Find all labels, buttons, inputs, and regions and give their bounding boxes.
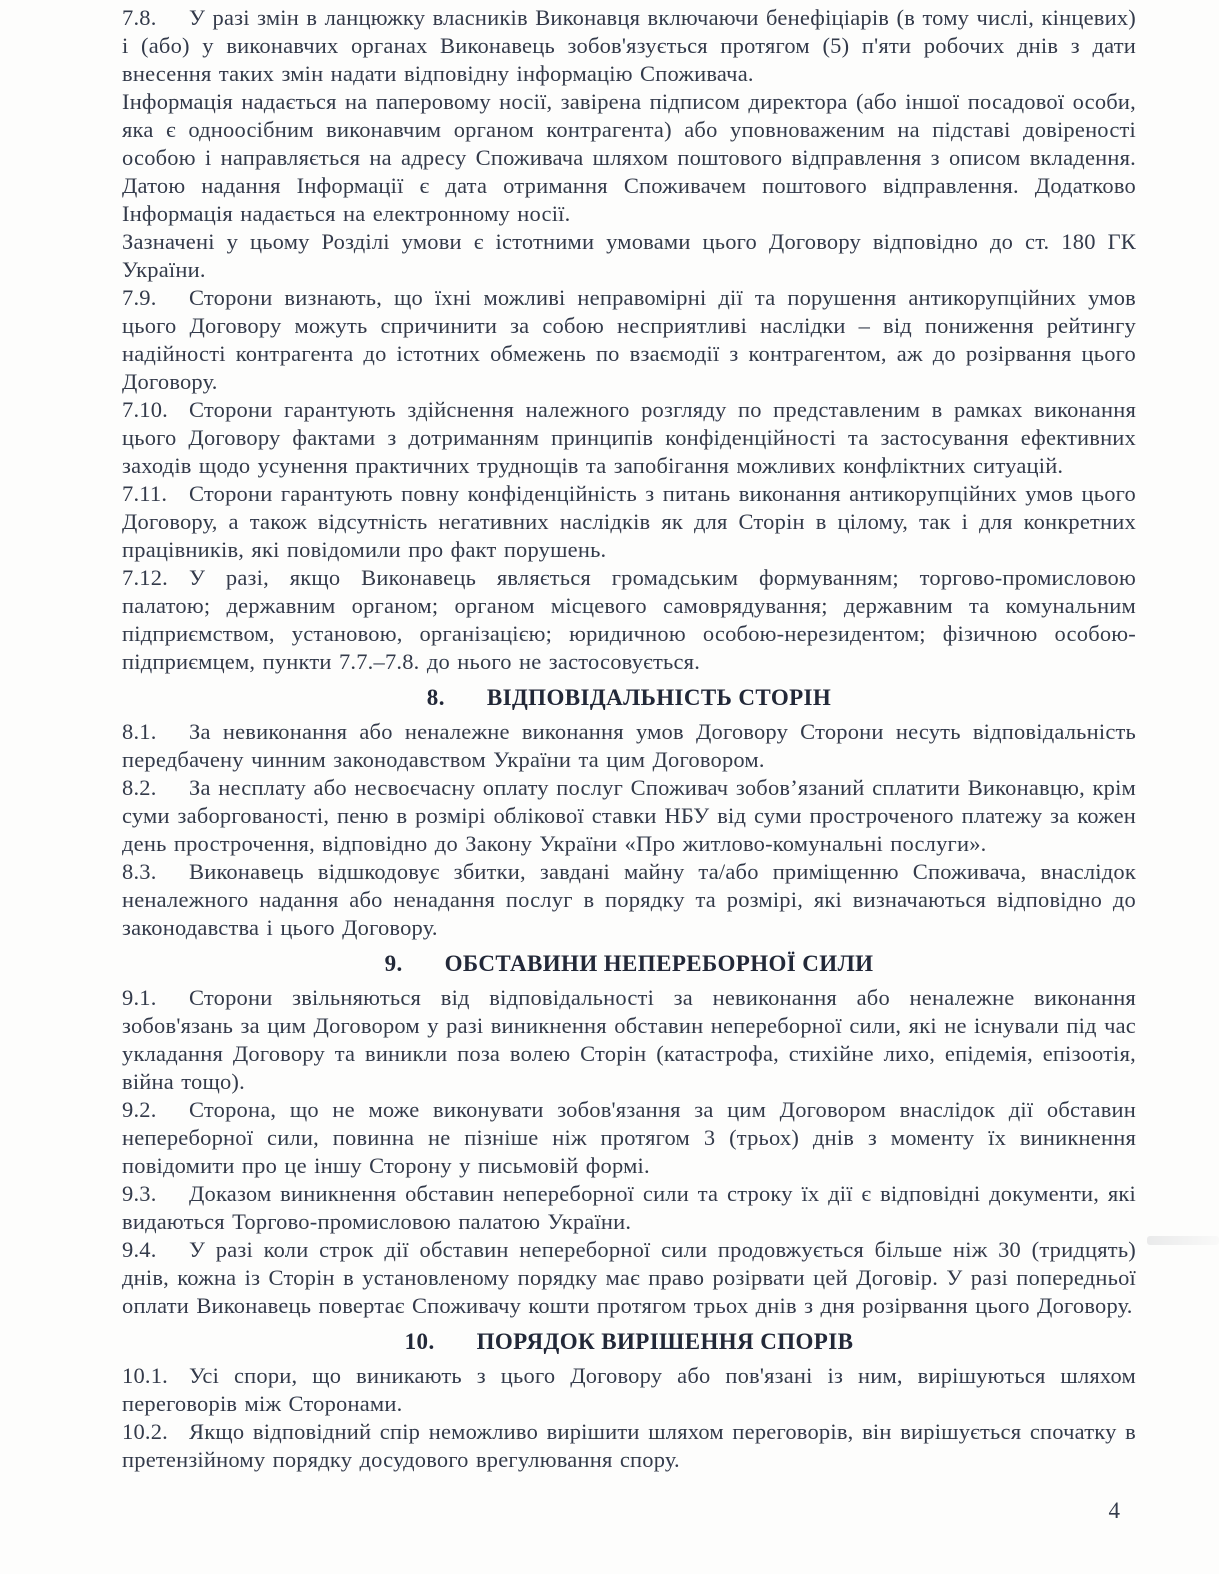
clause-paragraph <box>122 718 1136 774</box>
clause-text: Сторони звільняються від відповідальності за невиконання або неналежне виконання зобов'язань за цим Договором у разі виникнення обставин непереборної сили, які не існували під час укладання Договору та виникли поза волею Сторін (катастрофа, стихійне лихо, епідемія, епізоотія, війна тощо). <box>122 985 1136 1094</box>
clause-paragraph <box>122 1362 1136 1418</box>
plain-paragraph <box>122 88 1136 228</box>
clause-number: 8.3. <box>122 859 157 884</box>
clause-number: 7.8. <box>122 5 157 30</box>
section-title: ОБСТАВИНИ НЕПЕРЕБОРНОЇ СИЛИ <box>444 951 874 976</box>
clause-number: 8.1. <box>122 719 157 744</box>
clause-number: 10.2. <box>122 1419 168 1444</box>
section-heading <box>122 950 1136 978</box>
section-title: ВІДПОВІДАЛЬНІСТЬ СТОРІН <box>486 685 832 710</box>
document-content <box>122 4 1136 1474</box>
clause-number: 7.12. <box>122 565 168 590</box>
clause-number: 9.2. <box>122 1097 157 1122</box>
clause-text: За несплату або несвоєчасну оплату послуг Споживач зобов’язаний сплатити Виконавцю, крім суми заборгованості, пеню в розмірі облікової ставки НБУ від суми простроченого платежу за кожен день прострочення, відповідно до Закону України «Про житлово-комунальні послуги». <box>122 775 1136 856</box>
clause-paragraph <box>122 480 1136 564</box>
clause-paragraph <box>122 984 1136 1096</box>
section-heading <box>122 1328 1136 1356</box>
clause-text: У разі змін в ланцюжку власників Виконавця включаючи бенефіціарів (в тому числі, кінцевих) і (або) у виконавчих органах Виконавець зобов'язується протягом (5) п'яти робочих днів з дати внесення таких змін надати відповідну інформацію Споживача. <box>122 5 1136 86</box>
section-heading <box>122 684 1136 712</box>
clause-text: Виконавець відшкодовує збитки, завдані майну та/або приміщенню Споживача, внаслідок неналежного надання або ненадання послуг в порядку та розмірі, які визначаються відповідно до законодавства і цього Договору. <box>122 859 1136 940</box>
clause-text: Інформація надається на паперовому носії, завірена підписом директора (або іншої посадової особи, яка є одноосібним виконавчим органом контрагента) або уповноваженим на підставі довіреності особою і направляється на адресу Споживача шляхом поштового відправлення з описом вкладення. Датою надання Інформації є дата отримання Споживачем поштового відправлення. Додатково Інформація надається на електронному носії. <box>122 89 1136 226</box>
clause-number: 9.1. <box>122 985 157 1010</box>
clause-paragraph <box>122 774 1136 858</box>
clause-text: Сторони гарантують повну конфіденційність з питань виконання антикорупційних умов цього Договору, а також відсутність негативних наслідків як для Сторін в цілому, так і для конкретних працівників, які повідомили про факт порушень. <box>122 481 1136 562</box>
clause-paragraph <box>122 396 1136 480</box>
clause-text: Сторони гарантують здійснення належного розгляду по представленим в рамках виконання цього Договору фактами з дотриманням принципів конфіденційності та застосування ефективних заходів щодо усунення практичних труднощів та запобігання можливих конфліктних ситуацій. <box>122 397 1136 478</box>
clause-number: 10.1. <box>122 1363 168 1388</box>
clause-text: Сторона, що не може виконувати зобов'язання за цим Договором внаслідок дії обставин непереборної сили, повинна не пізніше ніж протягом 3 (трьох) днів з моменту їх виникнення повідомити про це іншу Сторону у письмовій формі. <box>122 1097 1136 1178</box>
clause-text: Якщо відповідний спір неможливо вирішити шляхом переговорів, він вирішується спочатку в претензійному порядку досудового врегулювання спору. <box>122 1419 1136 1472</box>
clause-text: Сторони визнають, що їхні можливі неправомірні дії та порушення антикорупційних умов цього Договору можуть спричинити за собою несприятливі наслідки – від пониження рейтингу надійності контрагента до істотних обмежень по взаємодії з контрагентом, аж до розірвання цього Договору. <box>122 285 1136 394</box>
clause-number: 7.11. <box>122 481 168 506</box>
clause-text: У разі, якщо Виконавець являється громадським формуванням; торгово-промисловою палатою; державним органом; органом місцевого самоврядування; державним та комунальним підприємством, установою, організацією; юридичною особою-нерезидентом; фізичною особою-підприємцем, пункти 7.7.–7.8. до нього не застосовується. <box>122 565 1136 674</box>
clause-paragraph <box>122 858 1136 942</box>
clause-number: 9.3. <box>122 1181 157 1206</box>
section-number: 8. <box>426 685 445 710</box>
clause-paragraph <box>122 1180 1136 1236</box>
section-number: 9. <box>384 951 403 976</box>
clause-paragraph <box>122 564 1136 676</box>
section-title: ПОРЯДОК ВИРІШЕННЯ СПОРІВ <box>476 1329 854 1354</box>
clause-text: У разі коли строк дії обставин непереборної сили продовжується більше ніж 30 (тридцять) днів, кожна із Сторін в установленому порядку має право розірвати цей Договір. У разі попередньої оплати Виконавець повертає Споживачу кошти протягом трьох днів з дня розірвання цього Договору. <box>122 1237 1136 1318</box>
clause-paragraph <box>122 1236 1136 1320</box>
clause-number: 7.9. <box>122 285 157 310</box>
clause-paragraph <box>122 4 1136 88</box>
clause-number: 8.2. <box>122 775 157 800</box>
clause-paragraph <box>122 284 1136 396</box>
clause-paragraph <box>122 1096 1136 1180</box>
clause-number: 9.4. <box>122 1237 157 1262</box>
section-number: 10. <box>404 1329 435 1354</box>
page-number: 4 <box>1108 1498 1120 1523</box>
clause-text: Зазначені у цьому Розділі умови є істотними умовами цього Договору відповідно до ст. 180 ГК України. <box>122 229 1136 282</box>
scan-artifact <box>1147 1236 1219 1245</box>
plain-paragraph <box>122 228 1136 284</box>
clause-number: 7.10. <box>122 397 168 422</box>
clause-text: За невиконання або неналежне виконання умов Договору Сторони несуть відповідальність передбачену чинним законодавством України та цим Договором. <box>122 719 1136 772</box>
clause-text: Доказом виникнення обставин непереборної сили та строку їх дії є відповідні документи, які видаються Торгово-промисловою палатою України. <box>122 1181 1136 1234</box>
clause-text: Усі спори, що виникають з цього Договору або пов'язані із ним, вирішуються шляхом переговорів між Сторонами. <box>122 1363 1136 1416</box>
clause-paragraph <box>122 1418 1136 1474</box>
